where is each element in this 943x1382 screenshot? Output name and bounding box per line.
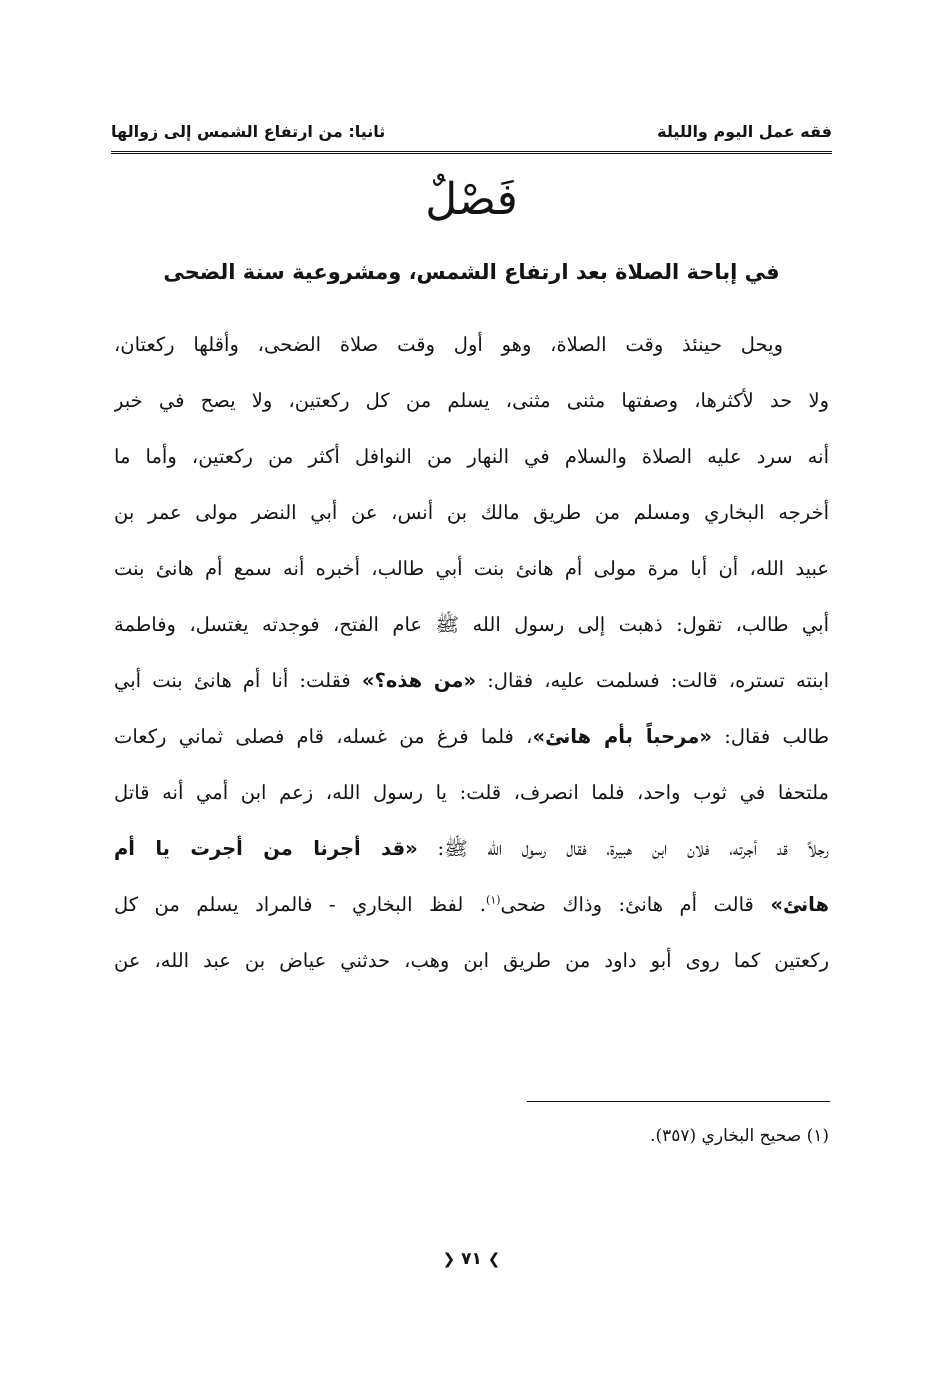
body-line: عبيد الله، أن أبا مرة مولى أم هانئ بنت أبي طالب، أخبره أنه سمع أم هانئ بنت: [114, 557, 829, 580]
footnote: (١) صحيح البخاري (٣٥٧).: [650, 1126, 829, 1146]
quoted-hadith-text: «من هذه؟»: [361, 669, 477, 692]
body-segment: قالت أم هانئ: وذاك ضحى: [500, 893, 754, 916]
page-number-value: ٧١: [461, 1249, 482, 1269]
header-divider: [111, 151, 832, 156]
footnote-reference[interactable]: (١): [486, 893, 501, 907]
body-text: [114, 317, 829, 989]
body-line: [114, 877, 829, 933]
body-line: ولا حد لأكثرها، وصفتها مثنى مثنى، يسلم من كل ركعتين، ولا يصح في خبر: [114, 389, 829, 412]
section-title: ثانيا: من ارتفاع الشمس إلى زوالها: [111, 122, 386, 141]
body-line: ركعتين كما روى أبو داود من طريق ابن وهب، حدثني عياض بن عبد الله، عن: [114, 949, 829, 972]
footnote-divider: [527, 1101, 830, 1102]
running-header: [111, 118, 832, 154]
body-line: [114, 821, 829, 877]
body-segment: ابنته تستره، قالت: فسلمت عليه، فقال:: [487, 669, 829, 692]
page-number: [0, 1244, 943, 1274]
body-line: أبي طالب، تقول: ذهبت إلى رسول الله ﷺ عام الفتح، فوجدته يغتسل، وفاطمة: [114, 613, 829, 636]
body-segment: فقلت: أنا أم هانئ بنت أبي: [114, 669, 351, 692]
chapter-subtitle: في إباحة الصلاة بعد ارتفاع الشمس، ومشروعية سنة الضحى: [163, 260, 780, 284]
body-line: ملتحفا في ثوب واحد، فلما انصرف، قلت: يا رسول الله، زعم ابن أمي أنه قاتل: [114, 781, 829, 804]
body-line: أنه سرد عليه الصلاة والسلام في النهار من النوافل أكثر من ركعتين، وأما ما: [114, 445, 829, 468]
book-title: فقه عمل اليوم والليلة: [657, 122, 832, 141]
quoted-hadith-text: «قد أجرنا من أجرت يا أم: [114, 837, 418, 860]
page-number-ornament-icon: ❮: [442, 1250, 456, 1268]
quoted-hadith-text: هانئ»: [770, 893, 829, 916]
page-number-ornament-icon: ❯: [487, 1250, 501, 1268]
quoted-hadith-text: «مرحباً بأم هانئ»: [532, 725, 712, 748]
body-line: ويحل حينئذ وقت الصلاة، وهو أول وقت صلاة الضحى، وأقلها ركعتان،: [114, 333, 783, 356]
body-line: أخرجه البخاري ومسلم من طريق مالك بن أنس، عن أبي النضر مولى عمر بن: [114, 501, 829, 524]
body-segment: رجلاً قد أجرته، فلان ابن هبيرة، فقال رسول الله ﷺ:: [437, 837, 829, 860]
body-segment: . لفظ البخاري - فالمراد يسلم من كل: [114, 893, 487, 916]
chapter-heading: فَصْلٌ: [425, 174, 518, 225]
body-line: [114, 653, 829, 709]
body-segment: ، فلما فرغ من غسله، قام فصلى ثماني ركعات: [114, 725, 533, 748]
body-segment: طالب فقال:: [724, 725, 829, 748]
body-line: [114, 709, 829, 765]
